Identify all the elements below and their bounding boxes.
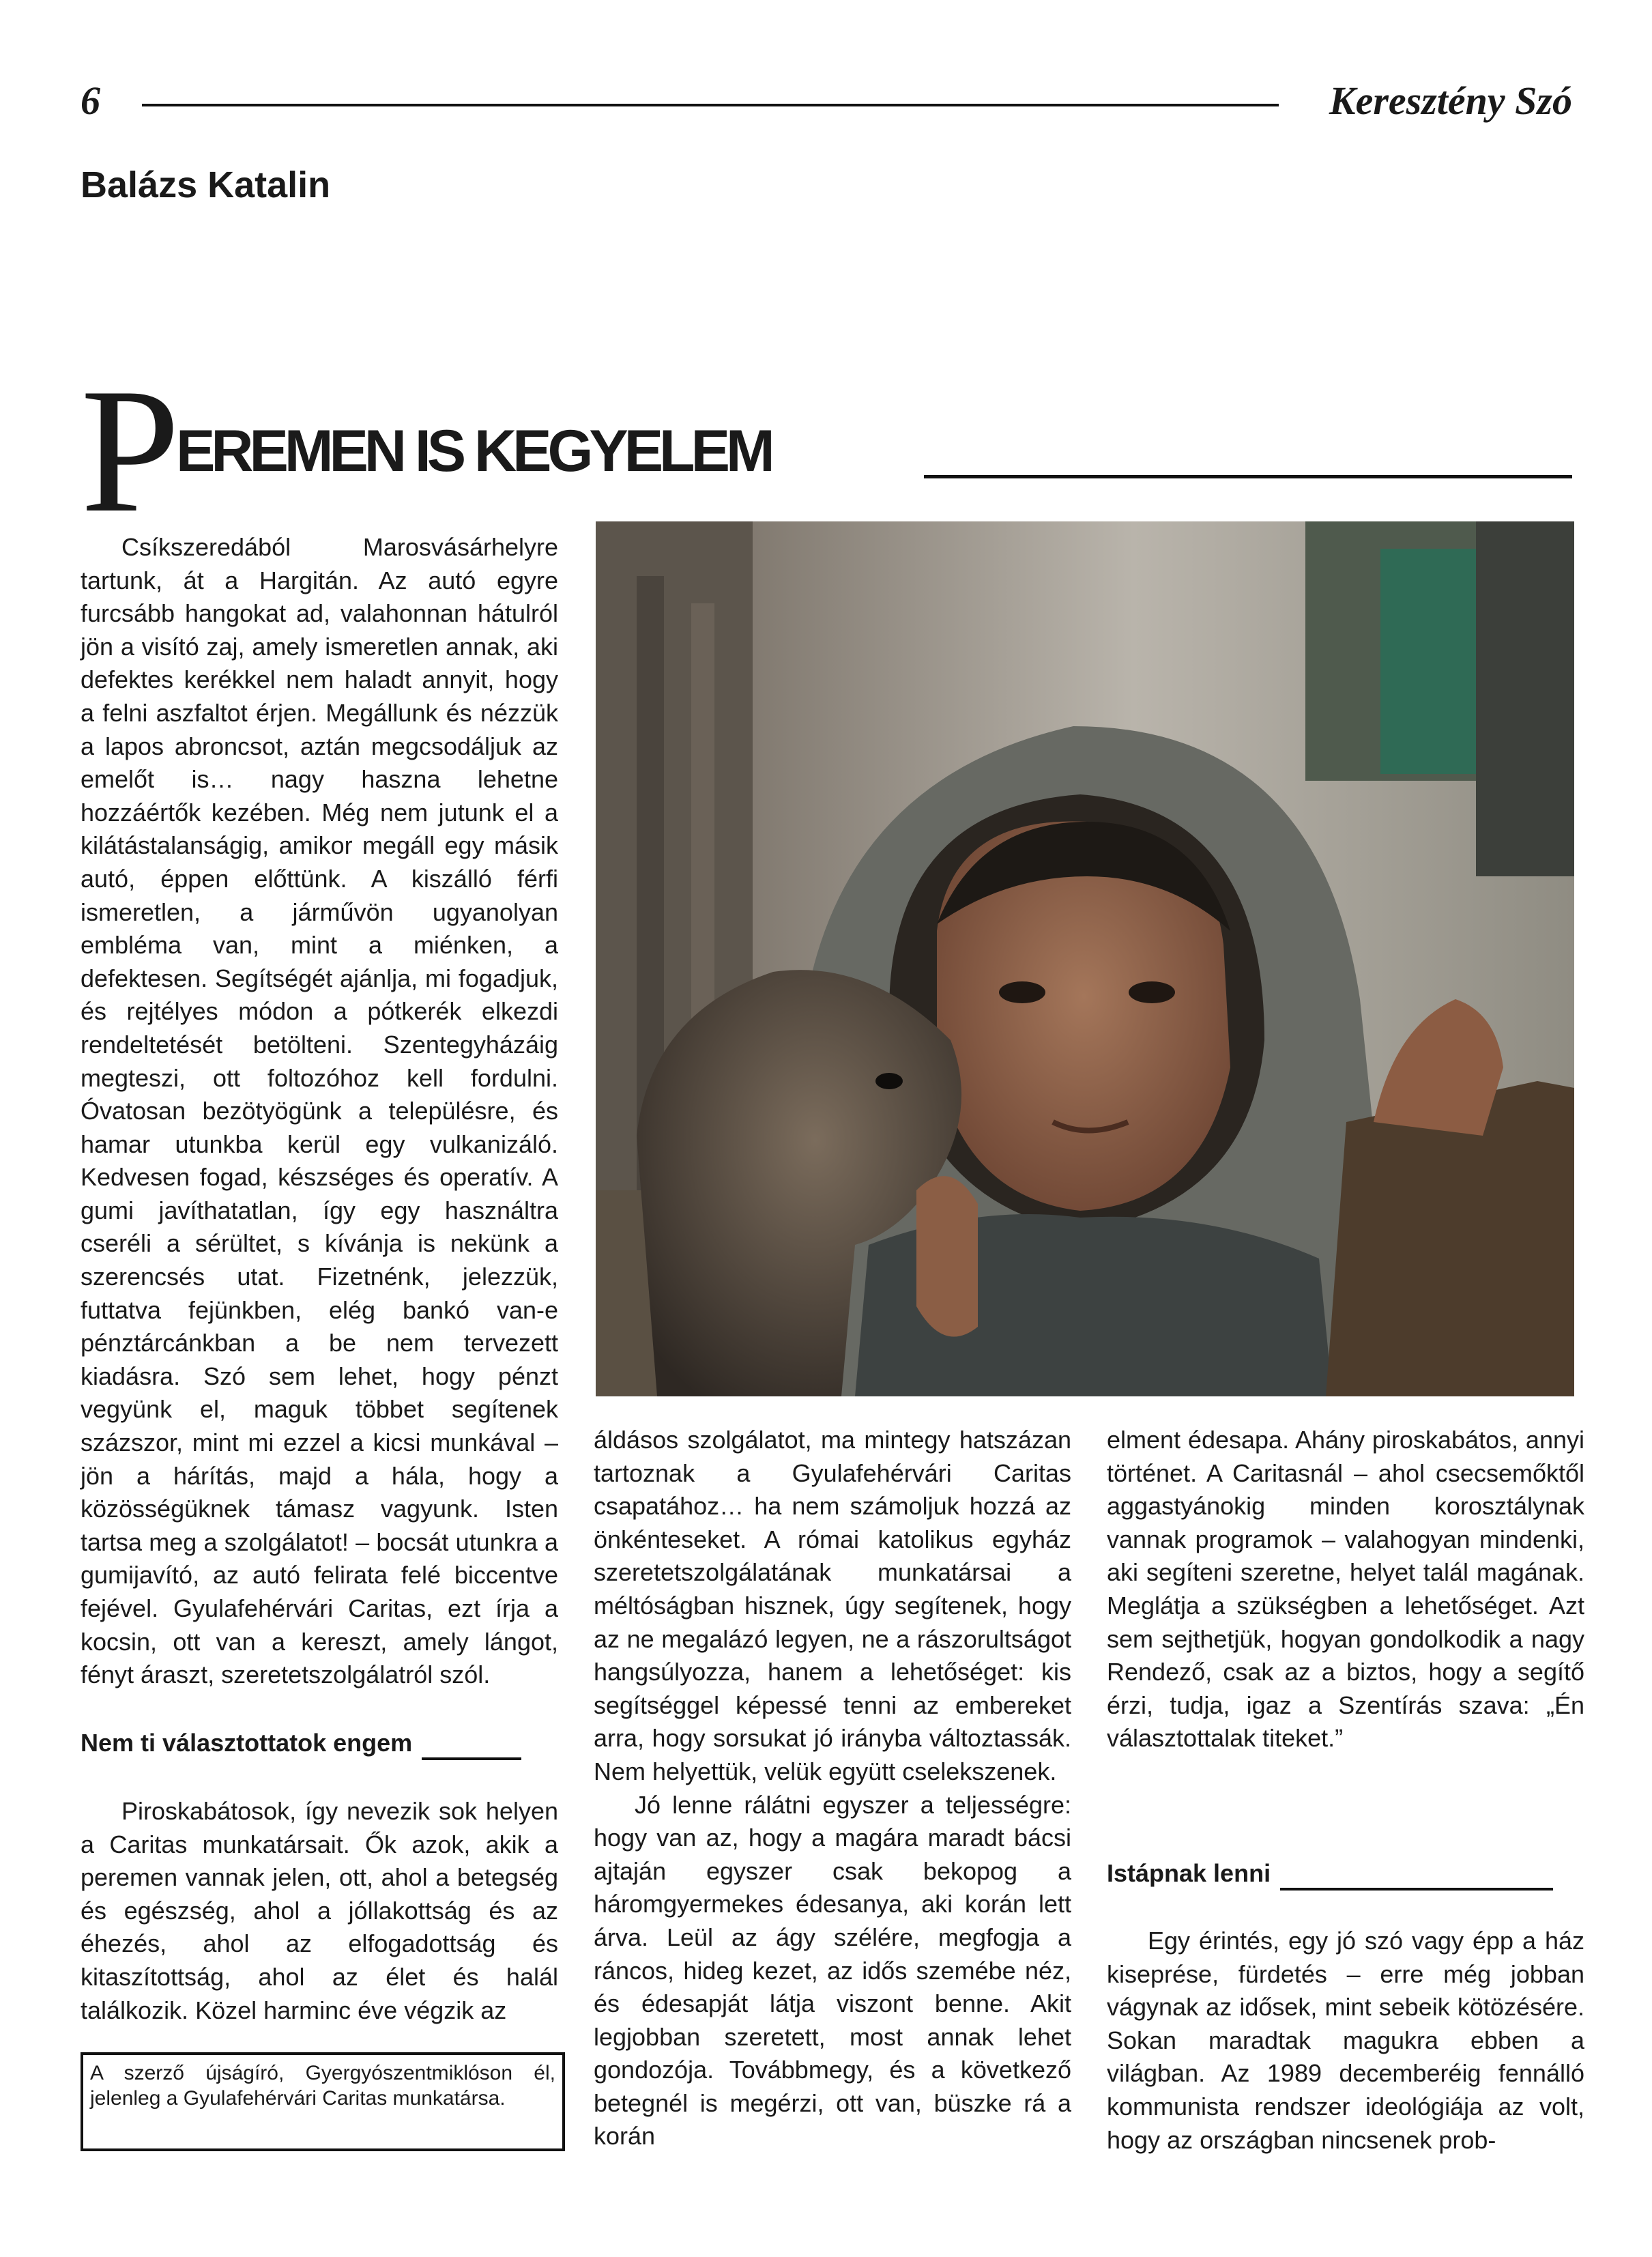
subhead-rule bbox=[1280, 1865, 1553, 1891]
photo-illustration bbox=[596, 521, 1574, 1396]
column-2-body bbox=[594, 1424, 1071, 2153]
article-title bbox=[81, 351, 1572, 549]
title-drop-cap: P bbox=[81, 351, 180, 549]
continuation-paragraph: áldásos szolgálatot, ma mintegy hatszázan tartoznak a Gyulafehérvári Caritas csapatához… ha nem számoljuk hozzá az önkénteseket. A római katolikus egyház szeretetszolgálatának munkatársai a méltóságban hisznek, úgy segítenek, hogy az ne megalázó legyen, ne a rászorultságot hangsúlyozza, hanem a lehetőséget: kis segítséggel képessé tenni az embereket arra, hogy sorsukat jó irányba változtassák. Nem helyettük, velük együtt cselekszenek. bbox=[594, 1426, 1071, 1785]
page-number: 6 bbox=[81, 78, 100, 123]
author-bio-box bbox=[81, 2052, 565, 2151]
subhead-rule bbox=[422, 1734, 521, 1760]
subhead-text: Nem ti választottatok engem bbox=[81, 1729, 413, 1757]
subhead-text: Istápnak lenni bbox=[1107, 1859, 1271, 1887]
title-rule bbox=[924, 475, 1572, 478]
continuation-paragraph: elment édesapa. Ahány piroskabátos, annyi történet. A Caritasnál – ahol csecsemőktől aggastyánokig minden korosztálynak vannak programok – valahogyan mindenki, aki segíteni szeretne, helyet talál magának. Meglátja a szükségben a lehetőséget. Azt sem sejthetjük, hogyan gondolkodik a nagy Rendező, csak az a biztos, hogy a segítő érzi, tudja, igaz a Szentírás szava: „Én választottalak titeket.” bbox=[1107, 1426, 1584, 1753]
column-3-body bbox=[1107, 1925, 1584, 2157]
subhead-nem-ti-valasztottatok bbox=[81, 1727, 558, 1760]
column-1-intro bbox=[81, 531, 558, 1692]
author-bio-text: A szerző újságíró, Gyergyószentmiklóson él, jelenleg a Gyulafehérvári Caritas munkatársa. bbox=[90, 2062, 555, 2110]
intro-paragraph: Csíkszeredából Marosvásárhelyre tartunk, át a Hargitán. Az autó egyre furcsább hangokat ad, valahonnan hátulról jön a visító zaj, amely ismeretlen annak, aki defektes kerékkel nem haladt annyit, hogy a felni aszfaltot érjen. Megállunk és nézzük a lapos abroncsot, aztán megcsodáljuk az emelőt is… nagy haszna lehetne hozzáértők kezében. Még nem jutunk el a kilátástalanságig, amikor megáll egy másik autó, éppen előttünk. A kiszálló férfi ismeretlen, a járművön ugyanolyan embléma van, mint a miénken, a defektesen. Segítségét ajánlja, mi fogadjuk, és rejtélyes módon a pótkerék elkezdi rendeltetését betölteni. Szentegyházáig megteszi, ott foltozóhoz kell fordulni. Óvatosan bezötyögünk a településre, és hamar utunkba kerül egy vulkanizáló. Kedvesen fogad, készséges és operatív. A gumi javíthatatlan, így egy használtra cseréli a sérültet, s kívánja is nekünk a szerencsés utat. Fizetnénk, jelezzük, futtatva fejünkben, elég bankó van-e pénztárcánkban a be nem tervezett kiadásra. Szó sem lehet, hogy pénzt vegyünk el, maguk többet segítenek százszor, mint mi ezzel a kicsi munkával – jön a hárítás, majd a hála, hogy a közösségüknek támasz vagyunk. Isten tartsa meg a szolgálatot! – bocsát utunkra a gumijavító, az autó felirata felé biccentve fejével. Gyulafehérvári Caritas, ezt írja a kocsin, ott van a kereszt, amely lángot, fényt áraszt, szeretetszolgálatról szól. bbox=[81, 533, 558, 1689]
publication-name: Keresztény Szó bbox=[1329, 78, 1572, 123]
body-paragraph: Piroskabátosok, így nevezik sok helyen a Caritas munkatársait. Ők azok, akik a peremen vannak jelen, ott, ahol a betegség és egészség, ahol a jóllakottság és az éhezés, ahol az elfogadottság és kitaszítottság, ahol az élet és halál találkozik. Közel harminc éve végzik az bbox=[81, 1797, 558, 2024]
column-1-subhead bbox=[81, 1727, 558, 1760]
column-3-subhead bbox=[1107, 1857, 1584, 1891]
title-text: EREMEN IS KEGYELEM bbox=[176, 418, 771, 484]
body-paragraph: Jó lenne rálátni egyszer a teljességre: hogy van az, hogy a magára maradt bácsi ajtaján egyszer csak bekopog a háromgyermekes édesanya, aki korán lett árva. Leül az ágy szélére, megfogja a ráncos, hideg kezet, az idős szemébe néz, és édesapját látja viszont benne. Akit legjobban szeretett, most annak lehet gondozója. Továbbmegy, és a következő betegnél is megérzi, ott van, büszke rá a korán bbox=[594, 1790, 1071, 2151]
column-1-body bbox=[81, 1795, 558, 2027]
body-paragraph: Egy érintés, egy jó szó vagy épp a ház kiseprése, fürdetés – erre még jobban vágynak az idősek, mint sebeik kötözésére. Sokan maradtak magukra ebben a világban. Az 1989 decemberéig fennálló kommunista rendszer ideológiája az volt, hogy az országban nincsenek prob- bbox=[1107, 1927, 1584, 2154]
header-rule bbox=[142, 104, 1279, 106]
article-photo-boy-with-puppy bbox=[596, 521, 1574, 1396]
column-3-intro bbox=[1107, 1424, 1584, 1755]
author-name: Balázs Katalin bbox=[81, 164, 331, 205]
page-header bbox=[81, 75, 1572, 123]
subhead-istapnak-lenni bbox=[1107, 1857, 1584, 1891]
